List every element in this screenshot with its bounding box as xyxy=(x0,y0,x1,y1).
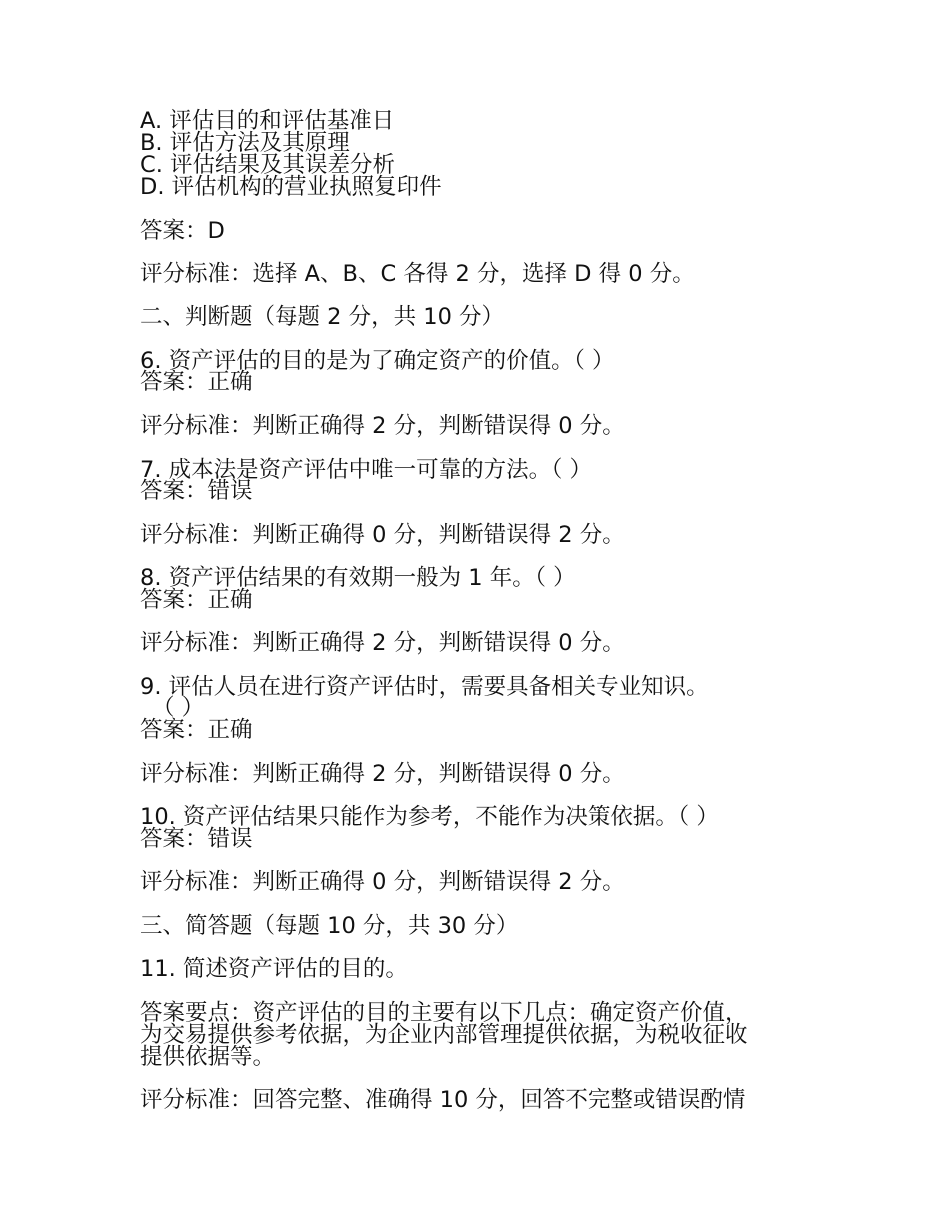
option-c: C. 评估结果及其误差分析 xyxy=(140,152,396,178)
q10-scoring: 评分标准：判断正确得 0 分，判断错误得 2 分。 xyxy=(140,869,625,895)
option-b: B. 评估方法及其原理 xyxy=(140,130,350,156)
q9-question-cont: （ ） xyxy=(152,695,205,721)
q11-answer-line3: 提供依据等。 xyxy=(140,1044,276,1070)
section3-heading: 三、简答题（每题 10 分，共 30 分） xyxy=(140,913,519,939)
q5-scoring: 评分标准：选择 A、B、C 各得 2 分，选择 D 得 0 分。 xyxy=(140,261,695,287)
option-a: A. 评估目的和评估基准日 xyxy=(140,108,395,134)
q8-answer: 答案：正确 xyxy=(140,587,253,613)
q9-question: 9. 评估人员在进行资产评估时，需要具备相关专业知识。 xyxy=(140,674,709,700)
q10-answer: 答案：错误 xyxy=(140,826,253,852)
q8-question: 8. 资产评估结果的有效期一般为 1 年。（ ） xyxy=(140,565,576,591)
q11-answer-line2: 为交易提供参考依据，为企业内部管理提供依据，为税收征收 xyxy=(140,1022,748,1048)
q7-answer: 答案：错误 xyxy=(140,478,253,504)
q9-answer: 答案：正确 xyxy=(140,717,253,743)
q6-answer: 答案：正确 xyxy=(140,369,253,395)
option-d: D. 评估机构的营业执照复印件 xyxy=(140,174,442,200)
q11-answer-line1: 答案要点：资产评估的目的主要有以下几点：确定资产价值， xyxy=(140,1000,748,1026)
q7-question: 7. 成本法是资产评估中唯一可靠的方法。（ ） xyxy=(140,457,593,483)
section2-heading: 二、判断题（每题 2 分，共 10 分） xyxy=(140,304,505,330)
q9-scoring: 评分标准：判断正确得 2 分，判断错误得 0 分。 xyxy=(140,761,625,787)
q6-scoring: 评分标准：判断正确得 2 分，判断错误得 0 分。 xyxy=(140,413,625,439)
q11-scoring: 评分标准：回答完整、准确得 10 分，回答不完整或错误酌情 xyxy=(140,1087,746,1113)
q10-question: 10. 资产评估结果只能作为参考，不能作为决策依据。（ ） xyxy=(140,804,719,830)
q6-question: 6. 资产评估的目的是为了确定资产的价值。（ ） xyxy=(140,348,615,374)
q5-answer: 答案：D xyxy=(140,218,225,244)
q11-question: 11. 简述资产评估的目的。 xyxy=(140,956,408,982)
q7-scoring: 评分标准：判断正确得 0 分，判断错误得 2 分。 xyxy=(140,522,625,548)
q8-scoring: 评分标准：判断正确得 2 分，判断错误得 0 分。 xyxy=(140,630,625,656)
